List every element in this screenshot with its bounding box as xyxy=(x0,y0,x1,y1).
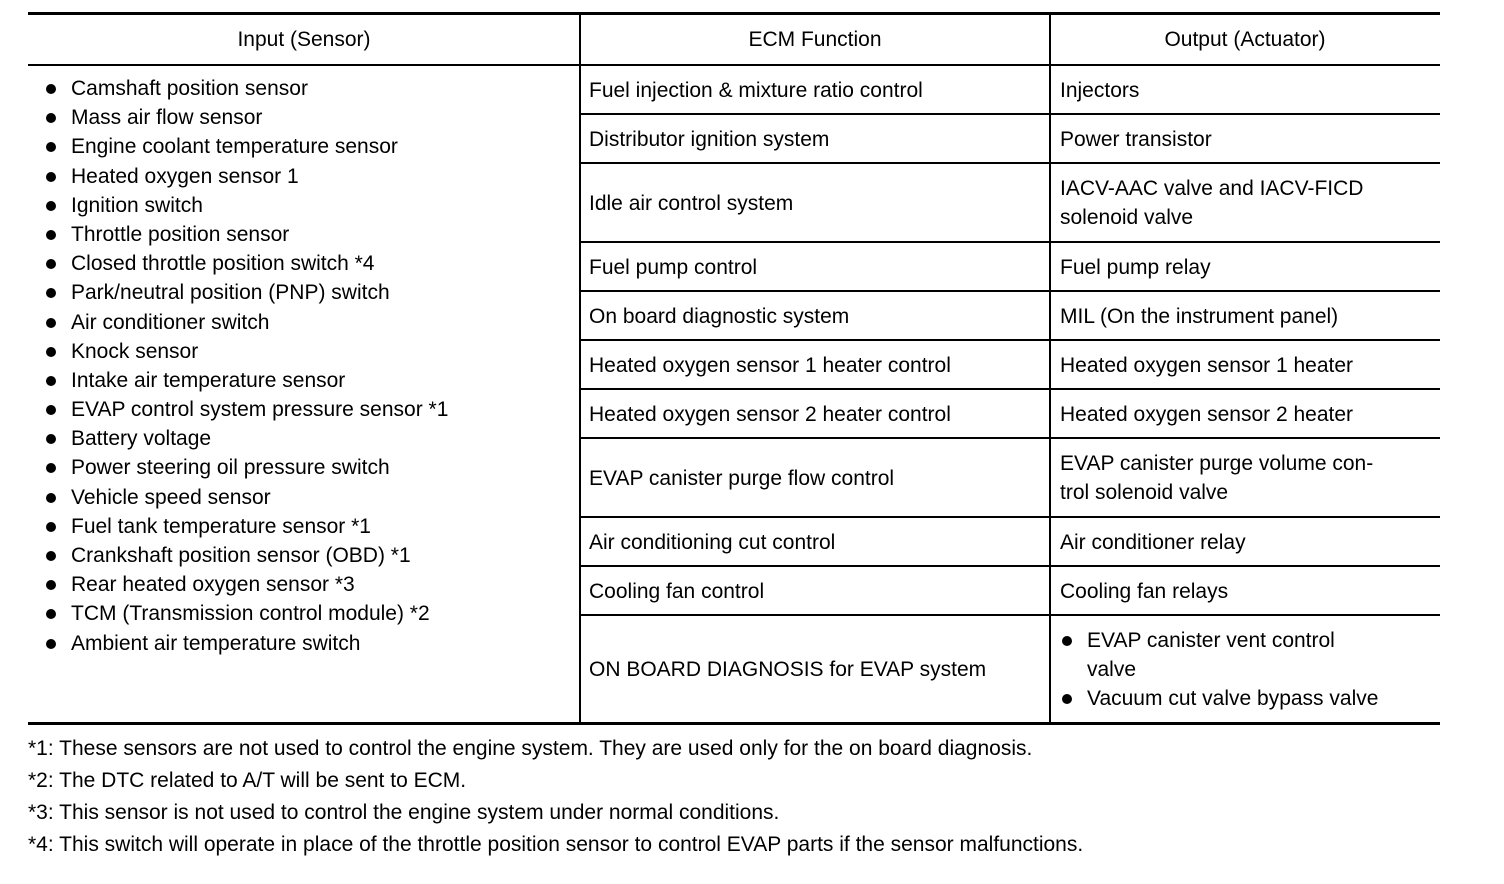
ecm-function-cell: Distributor ignition system xyxy=(589,127,830,151)
sensor-item xyxy=(28,483,580,512)
sensor-label: Closed throttle position switch *4 xyxy=(71,252,375,276)
table-row xyxy=(580,292,1440,340)
bullet-icon xyxy=(46,551,56,561)
bullet-icon xyxy=(46,172,56,182)
sensor-item xyxy=(28,629,580,658)
bullet-icon xyxy=(46,580,56,590)
header-input: Input (Sensor) xyxy=(237,28,371,51)
sensor-item xyxy=(28,191,580,220)
bullet-icon xyxy=(46,113,56,123)
bullet-icon xyxy=(46,318,56,328)
output-label: Heated oxygen sensor 1 heater xyxy=(1060,353,1354,377)
row-divider xyxy=(580,162,1440,164)
table-row xyxy=(580,567,1440,615)
table-row xyxy=(580,341,1440,389)
bullet-icon xyxy=(46,376,56,386)
sensor-label: Power steering oil pressure switch xyxy=(71,456,390,480)
sensor-item xyxy=(28,366,580,395)
column-divider-2 xyxy=(1049,15,1051,722)
footnote: *3: This sensor is not used to control the engine system under normal conditions. xyxy=(28,801,780,824)
output-line: Vacuum cut valve bypass valve xyxy=(1087,686,1379,710)
sensor-item xyxy=(28,541,580,570)
sensor-label: Mass air flow sensor xyxy=(71,106,263,130)
output-line: trol solenoid valve xyxy=(1060,481,1229,504)
output-cell xyxy=(1060,439,1435,517)
sensor-item xyxy=(28,162,580,191)
header-ecm-function: ECM Function xyxy=(748,28,882,51)
bullet-icon xyxy=(46,463,56,473)
output-line: valve xyxy=(1087,657,1137,681)
sensor-label: Camshaft position sensor xyxy=(71,77,308,100)
sensor-label: Air conditioner switch xyxy=(71,310,270,334)
ecm-function-cell: Idle air control system xyxy=(589,191,794,215)
sensor-item xyxy=(28,453,580,482)
table-row xyxy=(580,518,1440,566)
bullet-icon xyxy=(46,405,56,415)
sensor-item xyxy=(28,132,580,161)
sensor-label: Engine coolant temperature sensor xyxy=(71,135,398,159)
footnote: *2: The DTC related to A/T will be sent to ECM. xyxy=(28,769,467,792)
row-divider xyxy=(580,241,1440,243)
sensor-item xyxy=(28,220,580,249)
output-list-item xyxy=(1060,684,1378,713)
output-line: solenoid valve xyxy=(1060,206,1194,229)
sensor-label: Battery voltage xyxy=(71,427,212,451)
column-divider-1 xyxy=(579,15,581,722)
bullet-icon xyxy=(1062,636,1072,646)
table-row xyxy=(580,616,1440,722)
sensor-label: Rear heated oxygen sensor *3 xyxy=(71,573,355,597)
bullet-icon xyxy=(46,639,56,649)
sensor-label: Ignition switch xyxy=(71,193,203,217)
table-bottom-rule xyxy=(28,722,1440,725)
sensor-label: Fuel tank temperature sensor *1 xyxy=(71,514,371,538)
output-label: Fuel pump relay xyxy=(1060,255,1211,279)
output-line: IACV-AAC valve and IACV-FICD xyxy=(1060,177,1364,200)
output-cell xyxy=(1060,341,1435,389)
output-label: Injectors xyxy=(1060,78,1140,102)
ecm-function-cell: On board diagnostic system xyxy=(589,304,850,328)
output-cell xyxy=(1060,164,1435,242)
output-cell xyxy=(1060,390,1435,438)
sensor-label: Park/neutral position (PNP) switch xyxy=(71,281,390,305)
bullet-icon xyxy=(46,288,56,298)
row-divider xyxy=(580,565,1440,567)
output-label: Air conditioner relay xyxy=(1060,530,1246,554)
output-label: MIL (On the instrument panel) xyxy=(1060,304,1339,328)
ecm-function-cell: Heated oxygen sensor 1 heater control xyxy=(589,353,951,377)
sensor-item xyxy=(28,278,580,307)
sensor-label: Throttle position sensor xyxy=(71,222,290,246)
ecm-function-cell: Fuel injection & mixture ratio control xyxy=(589,78,923,102)
row-divider xyxy=(580,388,1440,390)
row-divider xyxy=(580,113,1440,115)
ecm-function-cell: Heated oxygen sensor 2 heater control xyxy=(589,402,951,426)
sensor-item xyxy=(28,424,580,453)
output-cell xyxy=(1060,66,1435,114)
sensor-label: Crankshaft position sensor (OBD) *1 xyxy=(71,544,411,567)
output-label: Cooling fan relays xyxy=(1060,579,1229,603)
sensor-item xyxy=(28,599,580,628)
sensor-label: Heated oxygen sensor 1 xyxy=(71,164,299,188)
table-row xyxy=(580,164,1440,242)
sensor-label: Vehicle speed sensor xyxy=(71,485,271,509)
bullet-icon xyxy=(46,259,56,269)
sensor-item xyxy=(28,337,580,366)
bullet-icon xyxy=(46,230,56,240)
bullet-icon xyxy=(1062,694,1072,704)
table-row xyxy=(580,243,1440,291)
ecm-function-cell: EVAP canister purge flow control xyxy=(589,466,895,490)
bullet-icon xyxy=(46,347,56,357)
output-cell xyxy=(1060,292,1435,340)
table-row xyxy=(580,66,1440,114)
bullet-icon xyxy=(46,84,56,94)
bullet-icon xyxy=(46,609,56,619)
ecm-function-cell: Air conditioning cut control xyxy=(589,530,836,554)
table-row xyxy=(580,439,1440,517)
sensor-item xyxy=(28,570,580,599)
sensor-item xyxy=(28,249,580,278)
bullet-icon xyxy=(46,142,56,152)
output-cell xyxy=(1060,243,1435,291)
footnotes xyxy=(28,733,1468,861)
bullet-icon xyxy=(46,493,56,503)
ecm-function-cell: Fuel pump control xyxy=(589,255,758,279)
bullet-icon xyxy=(46,522,56,532)
output-line: EVAP canister purge volume con- xyxy=(1060,452,1374,475)
sensor-list xyxy=(28,74,580,658)
ecm-function-cell: ON BOARD DIAGNOSIS for EVAP system xyxy=(589,657,987,681)
row-divider xyxy=(580,339,1440,341)
footnote: *4: This switch will operate in place of the throttle position sensor to control EVAP parts if the sensor malfunctions. xyxy=(28,833,1084,856)
ecm-function-cell: Cooling fan control xyxy=(589,579,765,603)
sensor-label: Ambient air temperature switch xyxy=(71,631,361,655)
sensor-item xyxy=(28,103,580,132)
row-divider xyxy=(580,614,1440,616)
row-divider xyxy=(580,516,1440,518)
row-divider xyxy=(580,437,1440,439)
output-cell xyxy=(1060,567,1435,615)
sensor-item xyxy=(28,512,580,541)
output-cell xyxy=(1060,115,1435,163)
row-divider xyxy=(580,290,1440,292)
table-row xyxy=(580,390,1440,438)
output-line: EVAP canister vent control xyxy=(1087,628,1335,652)
sensor-label: TCM (Transmission control module) *2 xyxy=(71,602,430,626)
sensor-item xyxy=(28,395,580,424)
output-label: Heated oxygen sensor 2 heater xyxy=(1060,402,1354,426)
table-row xyxy=(580,115,1440,163)
header-output: Output (Actuator) xyxy=(1164,28,1326,51)
sensor-item xyxy=(28,308,580,337)
bullet-icon xyxy=(46,434,56,444)
sensor-label: Intake air temperature sensor xyxy=(71,368,346,392)
bullet-icon xyxy=(46,201,56,211)
output-cell xyxy=(1060,616,1435,722)
output-list-item xyxy=(1060,626,1378,684)
footnote: *1: These sensors are not used to control the engine system. They are used only for the on board diagnosis. xyxy=(28,737,1033,760)
output-cell xyxy=(1060,518,1435,566)
sensor-label: Knock sensor xyxy=(71,339,199,363)
output-label: Power transistor xyxy=(1060,127,1212,151)
sensor-label: EVAP control system pressure sensor *1 xyxy=(71,398,449,422)
sensor-item xyxy=(28,74,580,103)
